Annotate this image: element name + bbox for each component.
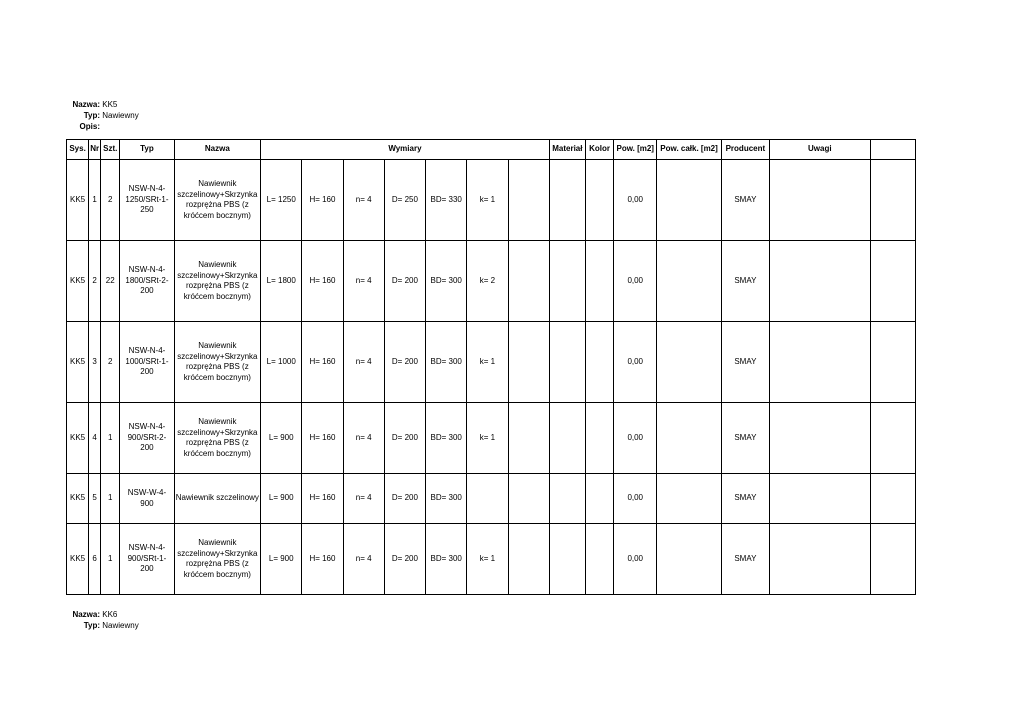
cell-k: k= 1 [467,403,508,474]
cell-bd: BD= 300 [426,322,467,403]
cell-producent: SMAY [721,241,769,322]
col-producent: Producent [721,140,769,160]
cell-pow-calk [657,322,721,403]
cell-nazwa: Nawiewnik szczelinowy+Skrzynka rozprężna PBS (z króćcem bocznym) [174,322,261,403]
cell-sys: KK5 [67,403,89,474]
cell-typ: NSW-N-4-1000/SRt-1-200 [120,322,174,403]
cell-n: n= 4 [343,160,384,241]
cell-szt: 1 [101,403,120,474]
col-wymiary: Wymiary [261,140,550,160]
cell-uwagi [770,160,871,241]
cell-producent: SMAY [721,160,769,241]
cell-k: k= 1 [467,160,508,241]
cell-szt: 1 [101,474,120,524]
col-typ: Typ [120,140,174,160]
cell-kolor [585,524,613,595]
cell-l: L= 900 [261,524,302,595]
cell-n: n= 4 [343,403,384,474]
cell-h: H= 160 [302,241,343,322]
system-header-kk6 [60,609,139,631]
cell-typ: NSW-N-4-900/SRt-2-200 [120,403,174,474]
cell-producent: SMAY [721,322,769,403]
cell-empty [870,524,915,595]
cell-bd: BD= 300 [426,474,467,524]
cell-nr: 6 [89,524,101,595]
cell-nr: 3 [89,322,101,403]
cell-pow-calk [657,403,721,474]
cell-sys: KK5 [67,524,89,595]
cell-material [549,524,585,595]
cell-pow-calk [657,474,721,524]
cell-material [549,241,585,322]
cell-material [549,322,585,403]
nazwa-value: KK5 [102,100,118,109]
cell-typ: NSW-N-4-900/SRt-1-200 [120,524,174,595]
cell-kolor [585,241,613,322]
col-kolor: Kolor [585,140,613,160]
cell-nr: 5 [89,474,101,524]
cell-nr: 4 [89,403,101,474]
cell-l: L= 1800 [261,241,302,322]
cell-d: D= 200 [384,322,425,403]
cell-pow-calk [657,241,721,322]
cell-d: D= 200 [384,241,425,322]
cell-uwagi [770,474,871,524]
cell-sys: KK5 [67,474,89,524]
cell-uwagi [770,322,871,403]
col-uwagi: Uwagi [770,140,871,160]
cell-empty [508,403,549,474]
cell-kolor [585,322,613,403]
cell-kolor [585,474,613,524]
cell-pow-calk [657,524,721,595]
cell-bd: BD= 330 [426,160,467,241]
cell-producent: SMAY [721,524,769,595]
cell-d: D= 200 [384,524,425,595]
col-sys: Sys. [67,140,89,160]
cell-pow: 0,00 [614,241,657,322]
cell-k: k= 1 [467,524,508,595]
table-row [67,403,916,474]
cell-k: k= 1 [467,322,508,403]
cell-pow: 0,00 [614,322,657,403]
system-header-kk5 [60,99,139,132]
cell-kolor [585,403,613,474]
cell-uwagi [770,241,871,322]
cell-bd: BD= 300 [426,403,467,474]
cell-empty [870,474,915,524]
cell-szt: 1 [101,524,120,595]
cell-l: L= 900 [261,474,302,524]
table-header-row [67,140,916,160]
cell-nazwa: Nawiewnik szczelinowy+Skrzynka rozprężna PBS (z króćcem bocznym) [174,524,261,595]
col-szt: Szt. [101,140,120,160]
cell-n: n= 4 [343,241,384,322]
cell-bd: BD= 300 [426,524,467,595]
col-material: Materiał [549,140,585,160]
cell-l: L= 1000 [261,322,302,403]
cell-empty [508,241,549,322]
cell-producent: SMAY [721,474,769,524]
cell-material [549,474,585,524]
equipment-table [66,139,916,595]
cell-empty [870,403,915,474]
table-row [67,322,916,403]
cell-material [549,403,585,474]
typ-label: Typ: [83,111,100,120]
cell-sys: KK5 [67,241,89,322]
cell-empty [508,160,549,241]
cell-nazwa: Nawiewnik szczelinowy+Skrzynka rozprężna PBS (z króćcem bocznym) [174,403,261,474]
cell-nazwa: Nawiewnik szczelinowy+Skrzynka rozprężna PBS (z króćcem bocznym) [174,241,261,322]
cell-empty [870,322,915,403]
cell-bd: BD= 300 [426,241,467,322]
cell-empty [508,322,549,403]
cell-h: H= 160 [302,474,343,524]
cell-empty [870,241,915,322]
cell-sys: KK5 [67,322,89,403]
cell-n: n= 4 [343,524,384,595]
cell-sys: KK5 [67,160,89,241]
opis-label: Opis: [79,122,100,131]
cell-kolor [585,160,613,241]
cell-h: H= 160 [302,160,343,241]
cell-nazwa: Nawiewnik szczelinowy+Skrzynka rozprężna PBS (z króćcem bocznym) [174,160,261,241]
cell-h: H= 160 [302,322,343,403]
cell-empty [870,160,915,241]
cell-k: k= 2 [467,241,508,322]
cell-pow: 0,00 [614,524,657,595]
cell-h: H= 160 [302,524,343,595]
table-row [67,241,916,322]
cell-typ: NSW-N-4-1800/SRt-2-200 [120,241,174,322]
cell-szt: 2 [101,322,120,403]
cell-nazwa: Nawiewnik szczelinowy [174,474,261,524]
col-pow: Pow. [m2] [614,140,657,160]
cell-typ: NSW-W-4-900 [120,474,174,524]
cell-pow: 0,00 [614,474,657,524]
typ-value: Nawiewny [102,621,139,630]
cell-uwagi [770,403,871,474]
cell-d: D= 200 [384,474,425,524]
cell-szt: 2 [101,160,120,241]
cell-uwagi [770,524,871,595]
table-row [67,474,916,524]
cell-nr: 2 [89,241,101,322]
cell-nr: 1 [89,160,101,241]
cell-l: L= 1250 [261,160,302,241]
cell-material [549,160,585,241]
cell-n: n= 4 [343,474,384,524]
col-nazwa: Nazwa [174,140,261,160]
cell-producent: SMAY [721,403,769,474]
cell-pow-calk [657,160,721,241]
cell-pow: 0,00 [614,160,657,241]
cell-l: L= 900 [261,403,302,474]
typ-label: Typ: [83,621,100,630]
cell-typ: NSW-N-4-1250/SRt-1-250 [120,160,174,241]
cell-h: H= 160 [302,403,343,474]
cell-d: D= 250 [384,160,425,241]
cell-pow: 0,00 [614,403,657,474]
cell-n: n= 4 [343,322,384,403]
col-empty [870,140,915,160]
cell-k [467,474,508,524]
nazwa-label: Nazwa: [72,610,100,619]
nazwa-value: KK6 [102,610,118,619]
cell-empty [508,474,549,524]
cell-d: D= 200 [384,403,425,474]
typ-value: Nawiewny [102,111,139,120]
col-nr: Nr [89,140,101,160]
cell-empty [508,524,549,595]
table-row [67,524,916,595]
cell-szt: 22 [101,241,120,322]
col-pow-calk: Pow. całk. [m2] [657,140,721,160]
nazwa-label: Nazwa: [72,100,100,109]
table-row [67,160,916,241]
